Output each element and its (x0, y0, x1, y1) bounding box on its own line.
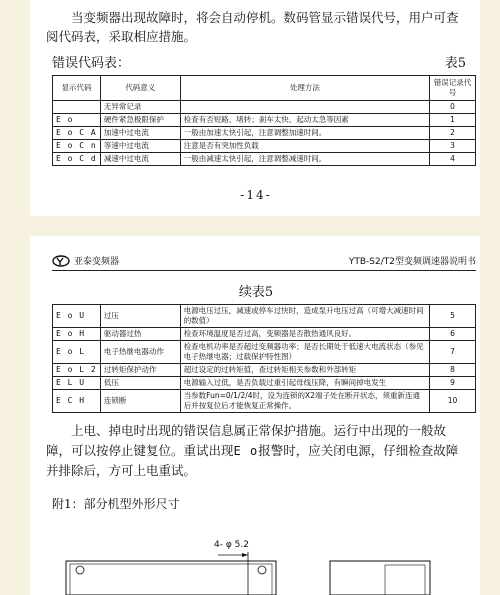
error-code (53, 101, 101, 114)
fault-reset-paragraph (46, 421, 466, 481)
code-meaning: 连锁断 (100, 390, 180, 413)
header-record-code: 错误记录代号 (430, 76, 476, 101)
handling-method: 当参数Fun=0/1/2/4时，设为连锁的X2端子处在断开状态，须重新连通后并按复位后才能恢复正常操作。 (180, 390, 429, 413)
dimension-label: 4- φ 5.2 (214, 540, 249, 550)
error-code: E C H (53, 390, 101, 413)
dimension-drawing (30, 532, 480, 595)
record-code: 5 (430, 305, 476, 328)
record-code: 8 (430, 364, 476, 377)
table-row (53, 328, 476, 341)
code-meaning: 硬件紧急极限保护 (100, 114, 180, 127)
code-meaning: 减速中过电流 (100, 153, 180, 166)
front-view-inner-outline (70, 564, 272, 595)
intro-paragraph: 当变频器出现故障时，将会自动停机。数码管显示错误代号，用户可查阅代码表，采取相应措施。 (46, 10, 459, 44)
error-code: E o L 2 (53, 364, 101, 377)
manual-page-14 (30, 0, 480, 216)
record-code: 0 (430, 101, 476, 114)
appendix-title: 附1：部分机型外形尺寸 (52, 497, 180, 511)
handling-method: 注意是否有突加性负载 (180, 140, 429, 153)
code-meaning: 无异常记录 (100, 101, 180, 114)
table-row (53, 364, 476, 377)
table-row (53, 305, 476, 328)
handling-method: 电源输入过低，是否负载过重引起母线压降，有瞬间掉电发生 (180, 377, 429, 390)
table-row (53, 390, 476, 413)
record-code: 6 (430, 328, 476, 341)
table-number: 表5 (444, 56, 466, 71)
handling-method: 一般由减速太快引起，注意调整减速时间。 (180, 153, 429, 166)
handling-method: 检查有否短路、堵转；刹车太快、起动太急等因素 (180, 114, 429, 127)
error-code: E o H (53, 328, 101, 341)
side-view-panel (385, 565, 425, 595)
code-meaning: 驱动器过热 (100, 328, 180, 341)
header-handling-method: 处理方法 (180, 76, 429, 101)
table-row (53, 153, 476, 166)
error-code: E o C d (53, 153, 101, 166)
paragraph-text-b: 报警时，应关闭电源，仔细检查故障并排除后，方可上电重试。 (46, 443, 459, 478)
handling-method: 检查电机功率是否超过变频器功率；是否长期处于低速大电流状态（参见电子热继电器；过载保护特性图） (180, 341, 429, 364)
front-view-outline (66, 561, 276, 595)
table-row (53, 140, 476, 153)
error-code: E o C n (53, 140, 101, 153)
code-meaning: 等速中过电流 (100, 140, 180, 153)
dimension-arrow-head (242, 553, 248, 557)
brand-name: 亚泰变频器 (74, 257, 120, 267)
code-meaning: 加速中过电流 (100, 127, 180, 140)
error-code: E o L (53, 341, 101, 364)
page-header (52, 254, 476, 271)
record-code: 1 (430, 114, 476, 127)
table-row (53, 341, 476, 364)
error-code: E L U (53, 377, 101, 390)
table-header-row (53, 76, 476, 101)
record-code: 3 (430, 140, 476, 153)
table-caption-row (52, 52, 466, 71)
error-code: E o U (53, 305, 101, 328)
brand-logo-icon (52, 255, 70, 267)
handling-method: 超过设定的过转矩值，查过转矩相关参数和外部转矩 (180, 364, 429, 377)
table-row (53, 101, 476, 114)
handling-method: 一般由加速太快引起，注意调整加速时间。 (180, 127, 429, 140)
page-number: -14- (240, 188, 272, 202)
code-meaning: 过转矩保护动作 (100, 364, 180, 377)
continued-table-title: 续表5 (238, 285, 274, 300)
side-view-outline (330, 561, 430, 595)
brand (52, 254, 119, 267)
manual-title: YTB-S2/T2型变频调速器说明书 (348, 257, 476, 267)
paragraph-text-a: 上电、掉电时出现的错误信息属正常保护措施。运行中出现的一般故障，可以按停止键复位。重试出现 (46, 423, 447, 458)
error-code: E o (53, 114, 101, 127)
record-code: 4 (430, 153, 476, 166)
error-code: E o C A (53, 127, 101, 140)
mount-hole-right (258, 566, 266, 574)
manual-page-15 (30, 236, 480, 595)
code-meaning: 电子热继电器动作 (100, 341, 180, 364)
record-code: 9 (430, 377, 476, 390)
table-row (53, 114, 476, 127)
inline-error-code: E o (233, 444, 259, 458)
table-row (53, 127, 476, 140)
record-code: 10 (430, 390, 476, 413)
table-caption: 错误代码表： (52, 56, 131, 71)
handling-method (180, 101, 429, 114)
header-display-code: 显示代码 (53, 76, 101, 101)
mount-hole-left (76, 566, 84, 574)
table-row (53, 377, 476, 390)
code-meaning: 过压 (100, 305, 180, 328)
handling-method: 检查环境温度是否过高，变频器是否散热通风良好。 (180, 328, 429, 341)
handling-method: 电源电压过压，减速或停车过快时，造成泵升电压过高（可增大减速时间的数值） (180, 305, 429, 328)
code-meaning: 低压 (100, 377, 180, 390)
error-code-table (52, 75, 476, 166)
header-code-meaning: 代码意义 (100, 76, 180, 101)
error-code-table-continued (52, 304, 476, 413)
record-code: 7 (430, 341, 476, 364)
record-code: 2 (430, 127, 476, 140)
